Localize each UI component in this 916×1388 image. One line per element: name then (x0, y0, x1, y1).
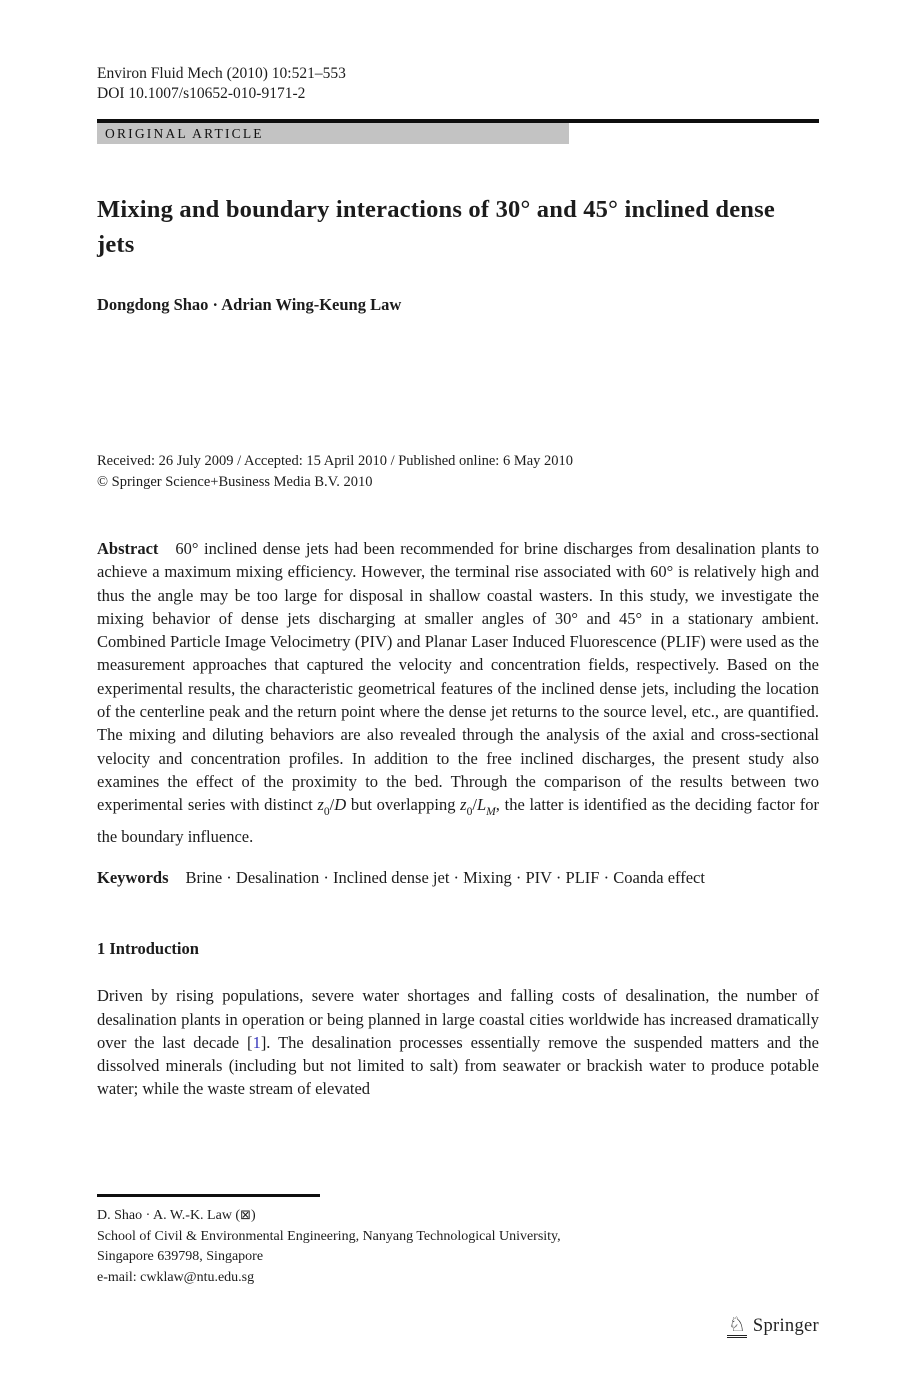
affiliation-line: School of Civil & Environmental Engineering, Nanyang Technological University, (97, 1228, 561, 1244)
paper-title: Mixing and boundary interactions of 30° and 45° inclined dense jets (97, 196, 775, 258)
received-accepted-line: Received: 26 July 2009 / Accepted: 15 April 2010 / Published online: 6 May 2010 (97, 453, 574, 469)
math-L: L (476, 795, 487, 815)
keywords-text: Brine · Desalination · Inclined dense jet · Mixing · PIV · PLIF · Coanda effect (185, 867, 705, 887)
keywords-line (97, 866, 819, 889)
math-D: D (334, 795, 347, 815)
abstract-text: , the latter is identified as the deciding factor for the boundary influence. (97, 795, 819, 846)
springer-knight-icon: ♘ (727, 1312, 746, 1336)
intro-text: Driven by rising populations, severe water shortages and falling costs of desalination, the number of desalination plants in operation or being planned in large coastal cities worldwide has increased dramatically over the last decade [ (97, 986, 819, 1052)
intro-text: ]. The desalination processes essentially remove the suspended matters and the dissolved minerals (including but not limited to salt) from seawater or brackish water to produce potable water; while the waste stream of elevated (97, 1032, 819, 1099)
copyright-line: © Springer Science+Business Media B.V. 2010 (97, 473, 373, 490)
publication-history (97, 451, 819, 492)
author-list: Dongdong Shao · Adrian Wing-Keung Law (97, 295, 402, 314)
footnote-rule (97, 1194, 320, 1197)
math-z0-over-LM: z (460, 795, 467, 815)
citation-ref-1[interactable]: 1 (252, 1032, 261, 1052)
footnote-authors: D. Shao · A. W.-K. Law ( (97, 1208, 241, 1223)
abstract-text: 60° inclined dense jets had been recommended for brine discharges from desalination plants to achieve a maximum mixing efficiency. However, the terminal rise associated with 60° is relatively high and thus the angle may be too large for disposal in shallow coastal wasters. In this study, we investigate the mixing behavior of dense jets discharging at smaller angles of 30° and 45° in a stationary ambient. Combined Particle Image Velocimetry (PIV) and Planar Laser Induced Fluorescence (PLIF) were used as the measurement approaches that captured the velocity and concentration fields, respectively. Based on the experimental results, the characteristic geometrical features of the inclined dense jets, including the location of the centerline peak and the return point where the dense jet returns to the source level, etc., are quantified. The mixing and diluting behaviors are also revealed through the analysis of the axial and cross-sectional velocity and concentration profiles. In addition to the free inclined discharges, the present study also examines the effect of the proximity to the bed. Through the comparison of the results between two experimental series with distinct (97, 539, 819, 815)
doi-line: DOI 10.1007/s10652-010-9171-2 (97, 85, 306, 102)
email-line: e-mail: cwklaw@ntu.edu.sg (97, 1269, 255, 1285)
envelope-icon: ⊠ (240, 1208, 252, 1223)
section-heading-introduction: 1 Introduction (97, 939, 199, 959)
abstract (97, 537, 819, 848)
journal-citation: Environ Fluid Mech (2010) 10:521–553 (97, 65, 346, 82)
address-line: Singapore 639798, Singapore (97, 1249, 264, 1264)
journal-header (97, 0, 819, 104)
footnote-authors-close: ) (251, 1208, 256, 1223)
abstract-label: Abstract (97, 539, 159, 558)
springer-wordmark: Springer (752, 1315, 819, 1336)
keywords-label: Keywords (97, 867, 169, 887)
corresponding-authors-line (97, 1206, 819, 1227)
math-L-sub: M (486, 806, 496, 819)
math-slash: / (472, 795, 477, 815)
correspondence-footnote (97, 1194, 819, 1288)
abstract-text: but overlapping (346, 795, 461, 815)
springer-logo (727, 1314, 819, 1338)
math-sub: 0 (466, 806, 473, 819)
article-type-label: ORIGINAL ARTICLE (105, 125, 264, 141)
math-z0-over-D: z (317, 795, 324, 815)
math-sub: 0 (323, 806, 330, 819)
article-type-banner (97, 123, 569, 144)
introduction-paragraph (97, 984, 819, 1100)
math-slash: / (329, 795, 335, 815)
